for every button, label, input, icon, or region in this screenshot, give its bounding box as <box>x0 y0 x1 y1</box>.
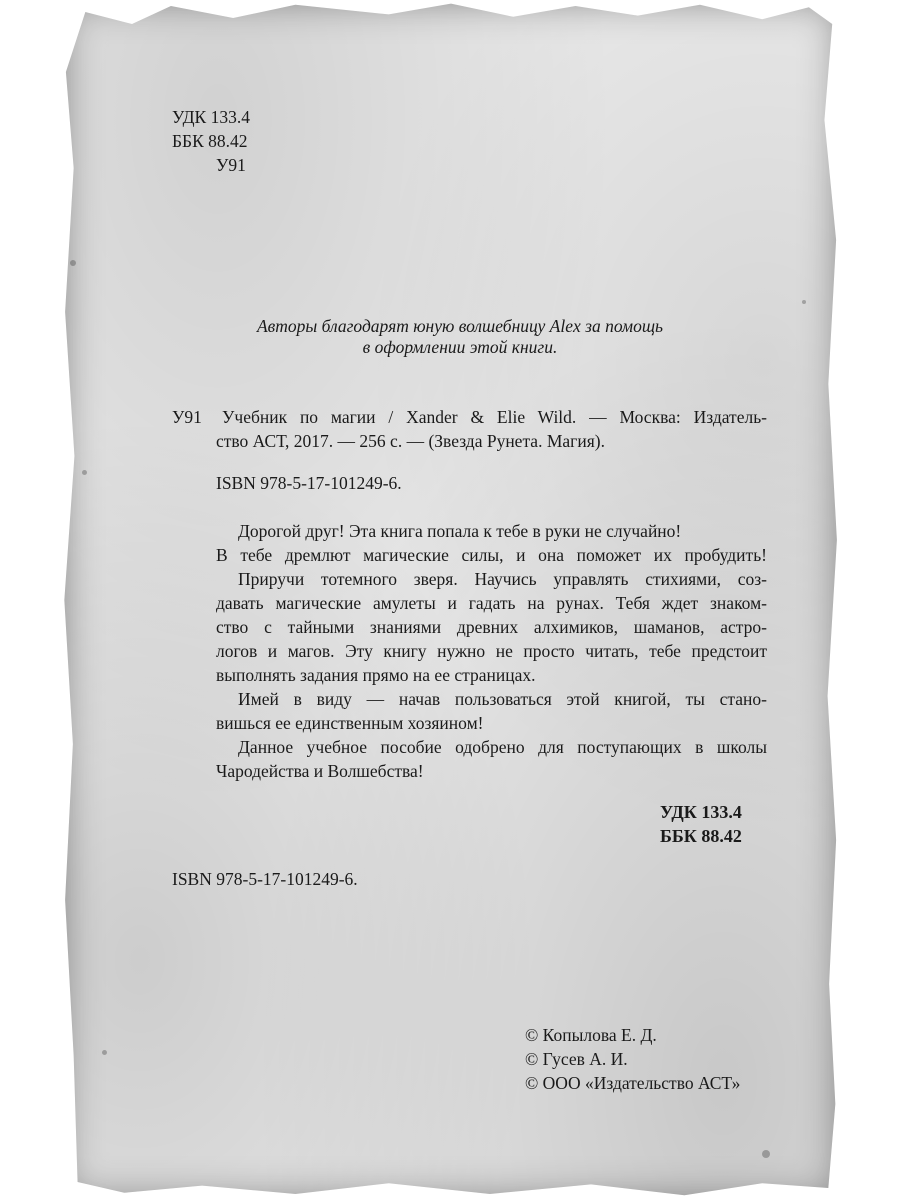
annotation-line: Имей в виду — начав пользоваться этой книгой, ты стано- <box>238 689 767 709</box>
acknowledgement-line-2: в оформлении этой книги. <box>362 337 558 357</box>
annotation-line: выполнять задания прямо на ее страницах. <box>216 665 536 685</box>
copyright-line: © Копылова Е. Д. <box>525 1025 657 1045</box>
bbk-code-bold: ББК 88.42 <box>660 826 742 846</box>
annotation-line: логов и магов. Эту книгу нужно не просто читать, тебе предстоит <box>216 641 767 661</box>
annotation-line: Дорогой друг! Эта книга попала к тебе в руки не случайно! <box>238 521 682 541</box>
annotation-line: Чародейства и Волшебства! <box>216 761 424 781</box>
biblio-isbn: ISBN 978-5-17-101249-6. <box>216 473 402 493</box>
annotation-line: ство с тайными знаниями древних алхимиков, шаманов, астро- <box>216 617 767 637</box>
paper-stain <box>102 1050 107 1055</box>
biblio-line-1: Учебник по магии / Xander & Elie Wild. — Москва: Издатель- <box>222 407 767 427</box>
bbk-code: ББК 88.42 <box>172 131 248 151</box>
acknowledgement-line-1: Авторы благодарят юную волшебницу Alex за помощь <box>256 316 664 336</box>
copyright-line: © ООО «Издательство АСТ» <box>525 1073 741 1093</box>
annotation-line: В тебе дремлют магические силы, и она поможет их пробудить! <box>216 545 767 565</box>
author-mark: У91 <box>216 155 246 175</box>
paper-stain <box>82 470 87 475</box>
annotation-line: Приручи тотемного зверя. Научись управлять стихиями, соз- <box>238 569 767 589</box>
isbn-bottom: ISBN 978-5-17-101249-6. <box>172 869 358 889</box>
annotation-line: Данное учебное пособие одобрено для поступающих в школы <box>238 737 767 757</box>
udk-code-bold: УДК 133.4 <box>660 802 742 822</box>
paper-stain <box>70 260 76 266</box>
copyright-line: © Гусев А. И. <box>525 1049 628 1069</box>
annotation-line: вишься ее единственным хозяином! <box>216 713 484 733</box>
biblio-mark: У91 <box>172 407 202 427</box>
biblio-line-2: ство АСТ, 2017. — 256 с. — (Звезда Рунета. Магия). <box>216 431 605 451</box>
udk-code: УДК 133.4 <box>172 107 250 127</box>
paper-stain <box>762 1150 770 1158</box>
annotation-line: давать магические амулеты и гадать на рунах. Тебя ждет знаком- <box>216 593 767 613</box>
paper-stain <box>802 300 806 304</box>
